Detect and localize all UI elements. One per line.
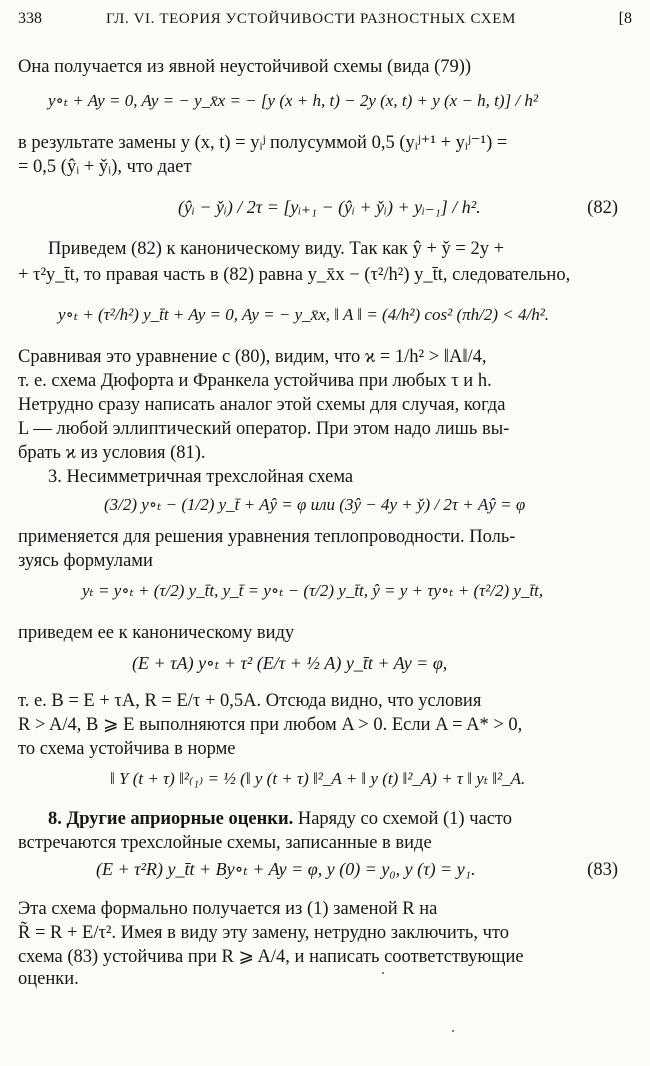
equation-number: (83) [587,860,618,880]
equation-norm: ‖ Y (t + τ) ‖²₍₁₎ = ½ (‖ y (t + τ) ‖²_A + ‖ y (t) ‖²_A) + τ ‖ yₜ ‖²_A. [110,769,526,788]
equation-nonsymmetric: (3/2) y∘ₜ − (1/2) y_t̄ + Aŷ = φ или (3ŷ − 4y + y̌) / 2τ + Aŷ = φ [104,495,526,514]
running-title: ГЛ. VI. ТЕОРИЯ УСТОЙЧИВОСТИ РАЗНОСТНЫХ СХЕМ [106,11,516,27]
text-line: брать ϰ из условия (81). [18,443,206,463]
print-speck [452,1030,454,1032]
text-line: R̃ = R + E/τ². Имея в виду эту замену, нетрудно заключить, что [18,923,509,943]
equation-formulas: yₜ = y∘ₜ + (τ/2) y_t̄t, y_t̄ = y∘ₜ − (τ/2) y_t̄t, ŷ = y + τy∘ₜ + (τ²/2) y_t̄t, [82,581,544,600]
equation-canonical: y∘ₜ + (τ²/h²) y_t̄t + Ay = 0, Ay = − y_x̄x, ‖ A ‖ = (4/h²) cos² (πh/2) < 4/h². [58,305,550,324]
text-line: оценки. [18,969,79,989]
page-number: 338 [18,10,42,27]
text-line: Эта схема формально получается из (1) заменой R на [18,899,438,919]
text-line: Она получается из явной неустойчивой схемы (вида (79)) [18,57,472,77]
text-line: Наряду со схемой (1) часто [297,809,513,829]
text-line: = 0,5 (ŷᵢ + y̌ᵢ), что дает [18,157,192,177]
text-line: то схема устойчива в норме [18,739,236,759]
text-line: приведем ее к каноническому виду [18,623,295,643]
equation-83: (E + τ²R) y_t̄t + By∘ₜ + Ay = φ, y (0) = y₀, y (τ) = y₁. [96,859,476,879]
equation-number: (82) [587,198,618,218]
section-8-line [48,808,512,830]
print-speck [382,972,384,974]
equation-canonical-2: (E + τA) y∘ₜ + τ² (E/τ + ½ A) y_t̄t + Ay = φ, [132,653,448,673]
text-line: т. е. B = E + τA, R = E/τ + 0,5A. Отсюда видно, что условия [18,691,482,711]
equation-82: (ŷᵢ − y̌ᵢ) / 2τ = [yᵢ₊₁ − (ŷᵢ + y̌ᵢ) + yᵢ₋₁] / h². [178,197,481,217]
text-line: L — любой эллиптический оператор. При этом надо лишь вы- [18,419,510,439]
text-line: Сравнивая это уравнение с (80), видим, что ϰ = 1/h² > ‖A‖/4, [18,347,487,367]
text-line: 3. Несимметричная трехслойная схема [48,467,354,487]
text-line: встречаются трехслойные схемы, записанные в виде [18,833,432,853]
text-line: Приведем (82) к каноническому виду. Так как ŷ + y̌ = 2y + [48,239,505,259]
text-line: т. е. схема Дюфорта и Франкела устойчива при любых τ и h. [18,371,492,391]
text-line: Нетрудно сразу написать аналог этой схемы для случая, когда [18,395,506,415]
text-line: применяется для решения уравнения теплопроводности. Поль- [18,527,516,547]
text-line: зуясь формулами [18,551,153,571]
text-line: схема (83) устойчива при R ⩾ A/4, и написать соответствующие [18,947,524,967]
section-8-title: 8. Другие априорные оценки. [48,809,294,829]
text-line: R > A/4, B ⩾ E выполняются при любом A > 0. Если A = A* > 0, [18,715,523,735]
section-marker: [8 [618,10,632,27]
text-line: в результате замены y (x, t) = yᵢʲ полусуммой 0,5 (yᵢʲ⁺¹ + yᵢʲ⁻¹) = [18,133,508,153]
text-line: + τ²y_t̄t, то правая часть в (82) равна y_x̄x − (τ²/h²) y_t̄t, следовательно, [18,265,571,285]
equation-79: y∘ₜ + Ay = 0, Ay = − y_x̄x = − [y (x + h, t) − 2y (x, t) + y (x − h, t)] / h² [48,91,539,110]
page-header [18,10,632,36]
